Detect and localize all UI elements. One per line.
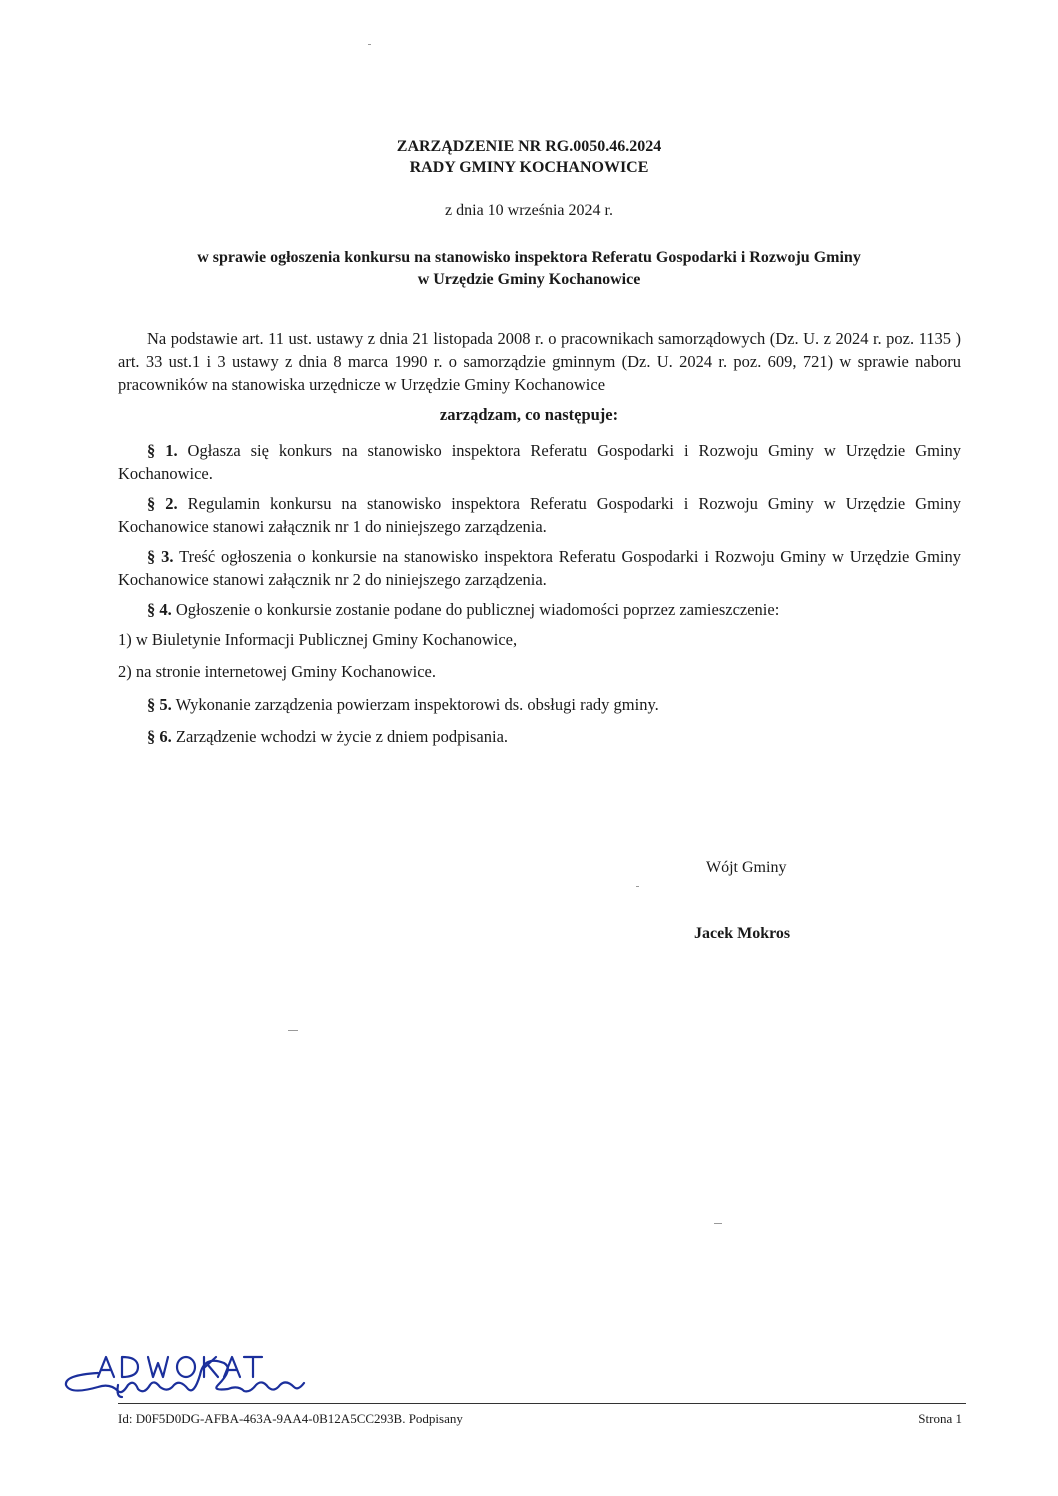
footer-document-id [118,1411,463,1427]
lawyer-signature-stamp [58,1345,328,1417]
footer-page-number: Strona 1 [918,1411,962,1426]
decree-heading: zarządzam, co następuje: [439,405,619,424]
section-number: § 6. [147,727,172,746]
list-item: 2) na stronie internetowej Gminy Kochanowice. [118,662,436,681]
scan-speck [636,886,639,887]
subject-line-1: w sprawie ogłoszenia konkursu na stanowisko inspektora Referatu Gospodarki i Rozwoju Gminy [197,249,861,266]
scan-speck [714,1223,722,1224]
section-text: Regulamin konkursu na stanowisko inspektora Referatu Gospodarki i Rozwoju Gminy w Urzędzie Gminy Kochanowice stanowi załącznik nr 1 do niniejszego zarządzenia. [118,494,962,536]
section-2 [118,492,961,538]
signatory-name: Jacek Mokros [694,925,791,942]
preamble-text: Na podstawie art. 11 ust. ustawy z dnia 21 listopada 2008 r. o pracownikach samorządowych (Dz. U. z 2024 r. poz. 1135 ) art. 33 ust.1 i 3 ustawy z dnia 8 marca 1990 r. o samorządzie gminnym (Dz. U. 2024 r. poz. 609, 721) w sprawie naboru pracowników na stanowiska urzędnicze w Urzędzie Gminy Kochanowice [118,329,961,394]
section-1 [118,439,961,485]
footer-divider [118,1403,966,1404]
section-text: Ogłasza się konkurs na stanowisko inspektora Referatu Gospodarki i Rozwoju Gminy w Urzędzie Gminy Kochanowice. [118,441,962,483]
document-subject [0,247,1058,291]
section-number: § 2. [147,494,178,513]
subject-line-2: w Urzędzie Gminy Kochanowice [417,271,641,288]
list-item: 1) w Biuletynie Informacji Publicznej Gminy Kochanowice, [118,630,518,649]
scan-speck [288,1030,298,1031]
title-line-1: ZARZĄDZENIE NR RG.0050.46.2024 [396,138,662,155]
section-text: Wykonanie zarządzenia powierzam inspektorowi ds. obsługi rady gminy. [175,695,659,714]
section-6 [118,725,961,748]
signatory-role: Wójt Gminy [706,859,787,876]
section-number: § 1. [147,441,178,460]
preamble-paragraph [118,327,961,396]
title-line-2: RADY GMINY KOCHANOWICE [409,159,649,176]
scan-speck [368,44,371,45]
section-5 [118,693,961,716]
section-text: Zarządzenie wchodzi w życie z dniem podpisania. [175,727,509,746]
document-title [0,136,1058,178]
section-4 [118,598,961,621]
section-number: § 3. [147,547,174,566]
footer-id-text: Id: D0F5D0DG-AFBA-463A-9AA4-0B12A5CC293B. Podpisany [118,1411,463,1426]
section-3 [118,545,961,591]
section-number: § 4. [147,600,172,619]
section-number: § 5. [147,695,172,714]
section-text: Ogłoszenie o konkursie zostanie podane do publicznej wiadomości poprzez zamieszczenie: [175,600,780,619]
section-text: Treść ogłoszenia o konkursie na stanowisko inspektora Referatu Gospodarki i Rozwoju Gminy w Urzędzie Gminy Kochanowice stanowi załącznik nr 2 do niniejszego zarządzenia. [118,547,962,589]
document-date: z dnia 10 września 2024 r. [445,202,613,219]
